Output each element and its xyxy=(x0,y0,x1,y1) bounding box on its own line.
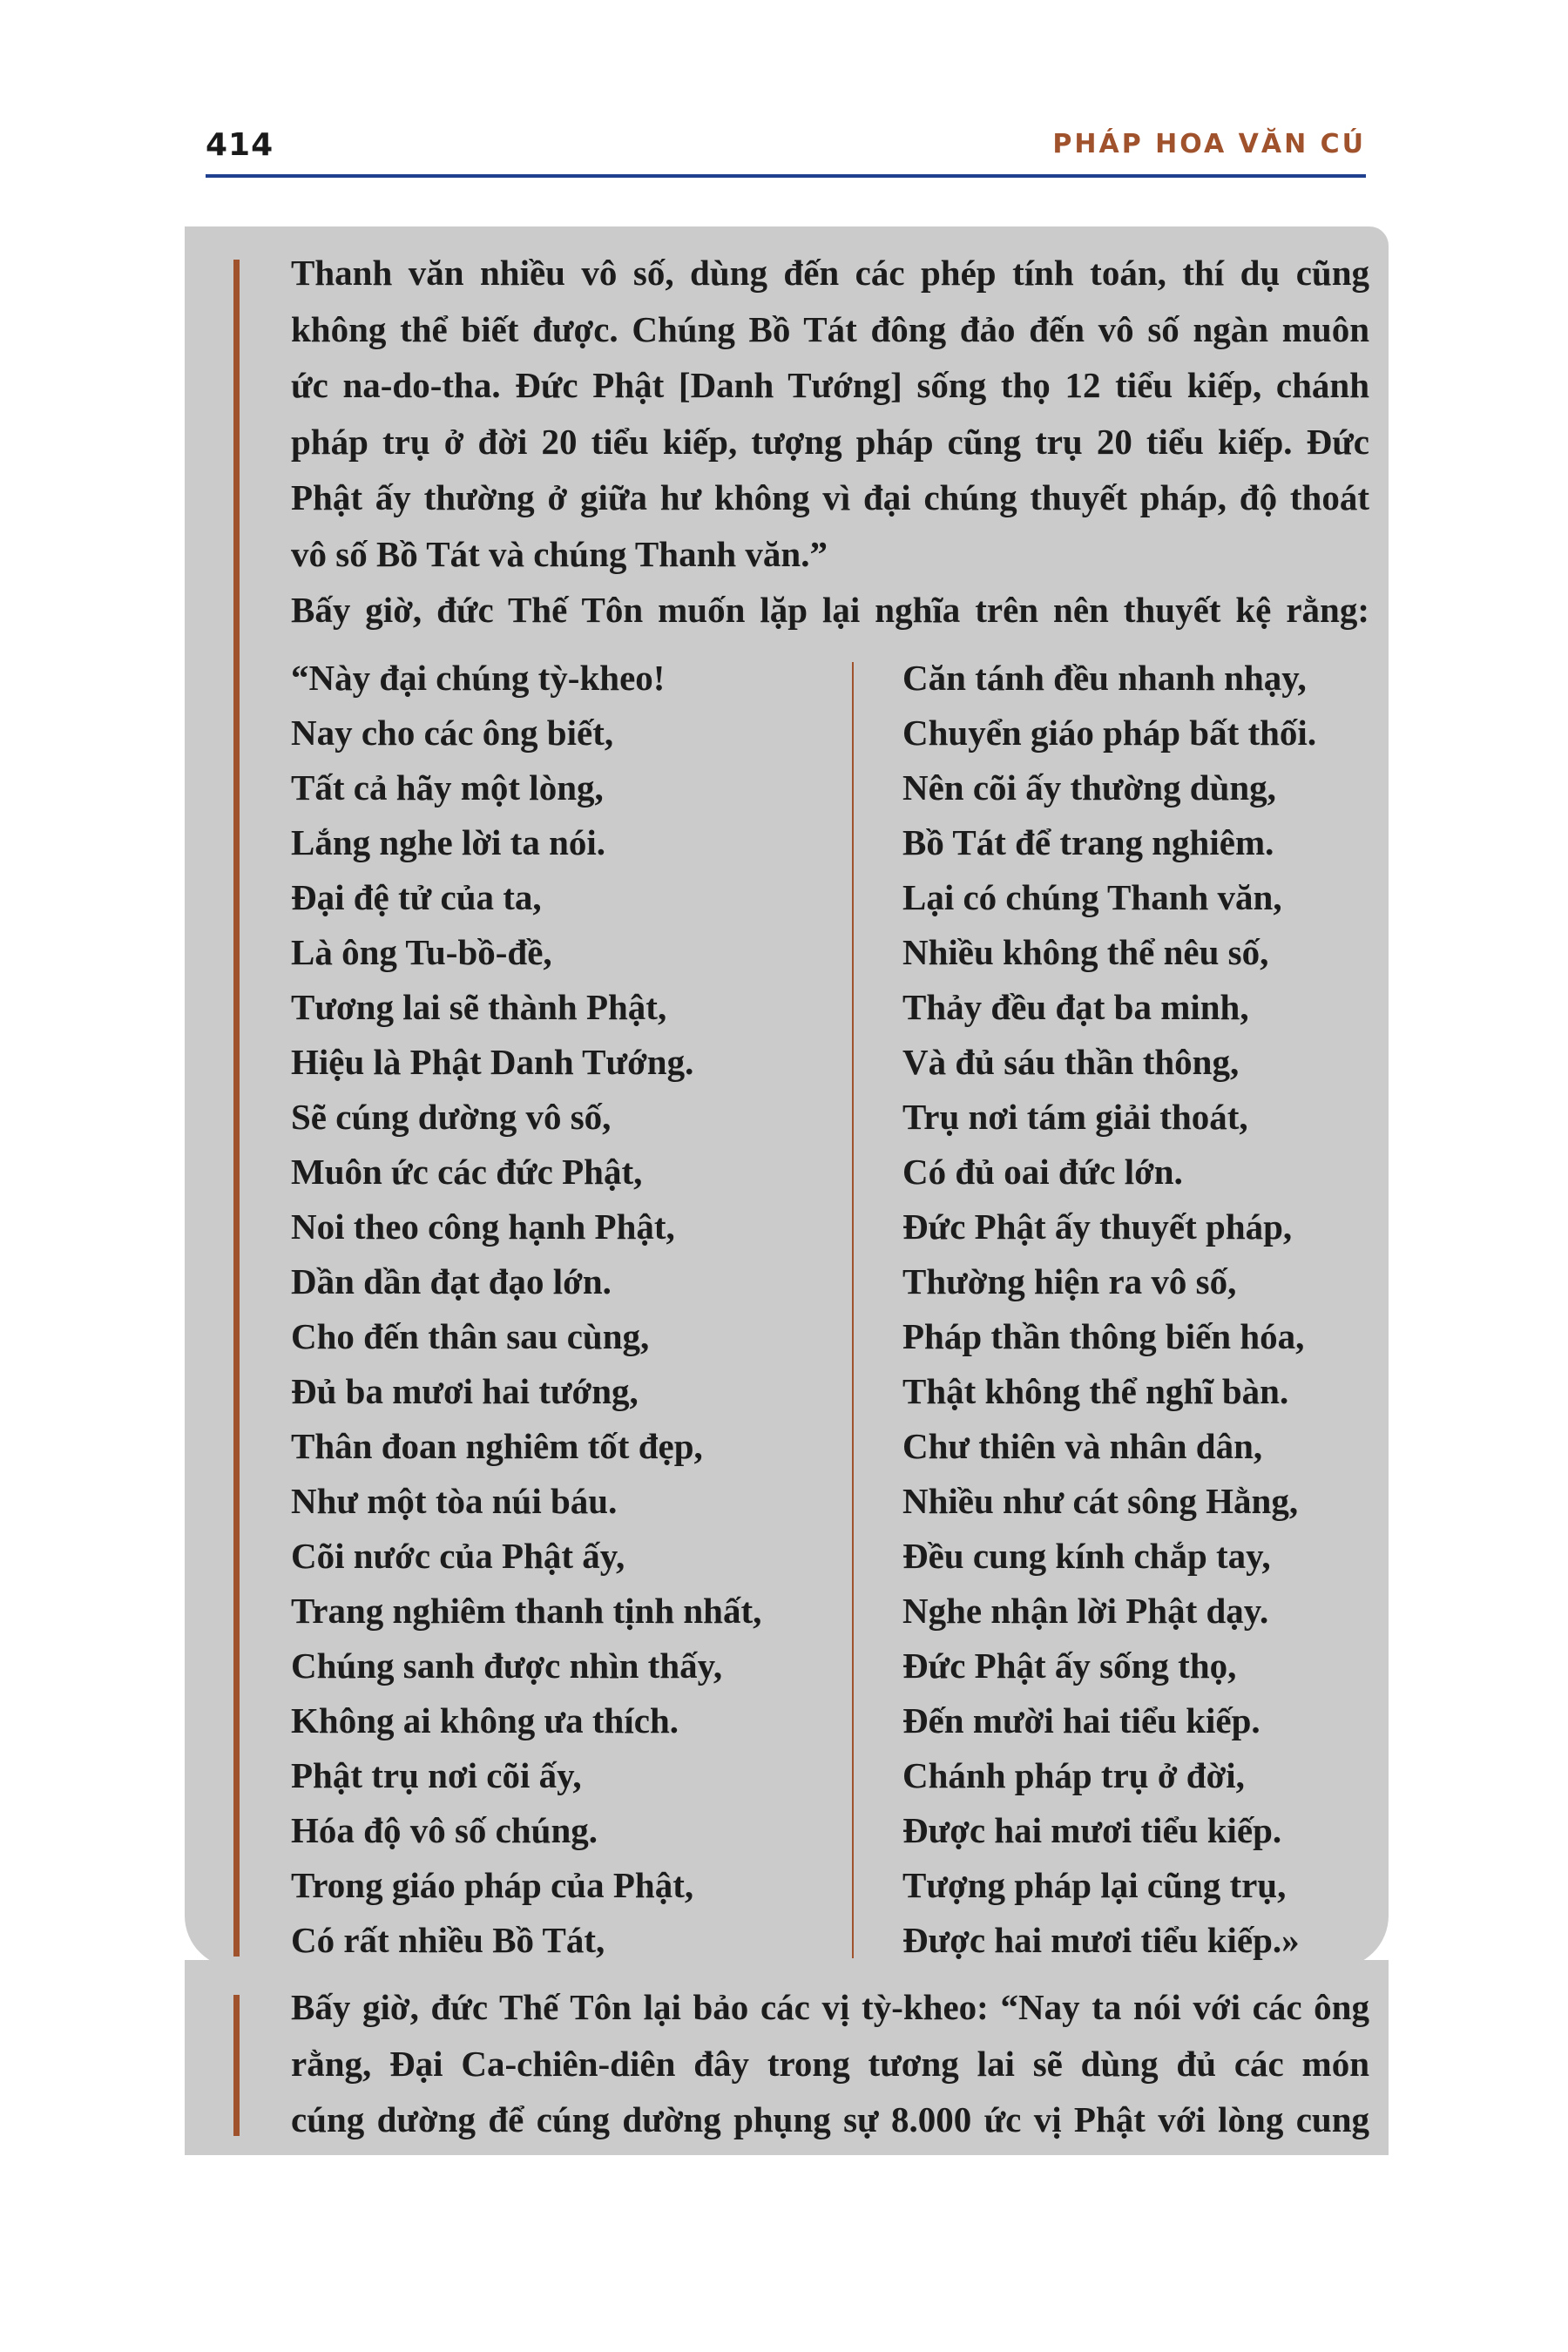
verse-line: Đức Phật ấy sống thọ, xyxy=(902,1646,1237,1686)
verse-line: Đức Phật ấy thuyết pháp, xyxy=(902,1206,1293,1247)
header-rule xyxy=(206,174,1366,178)
verse-line: Lại có chúng Thanh văn, xyxy=(902,877,1282,917)
verse-line: Chánh pháp trụ ở đời, xyxy=(902,1755,1245,1795)
verse-line: Nghe nhận lời Phật dạy. xyxy=(902,1591,1269,1631)
prose-bottom xyxy=(291,1979,1369,2148)
verse-line: Đến mười hai tiểu kiếp. xyxy=(902,1700,1260,1740)
verse-column-divider xyxy=(852,662,854,1958)
prose-line: vô số Bồ Tát và chúng Thanh văn.” xyxy=(291,533,828,574)
verse-line: Không ai không ưa thích. xyxy=(291,1700,679,1740)
verse-line: Nhiều không thể nêu số, xyxy=(902,932,1269,972)
prose-line: cúng dường để cúng dường phụng sự 8.000 ức vị Phật với lòng cung xyxy=(291,2099,1369,2139)
book-title: PHÁP HOA VĂN CÚ xyxy=(1052,129,1366,159)
verse-line: Đủ ba mươi hai tướng, xyxy=(291,1371,639,1411)
verse-line: Đại đệ tử của ta, xyxy=(291,877,542,917)
prose-line: rằng, Đại Ca-chiên-diên đây trong tương lai sẽ dùng đủ các món xyxy=(291,2043,1369,2084)
prose-line: ức na-do-tha. Đức Phật [Danh Tướng] sống thọ 12 tiểu kiếp, chánh xyxy=(291,365,1369,405)
verse-column-left xyxy=(291,651,761,1968)
verse-line: Căn tánh đều nhanh nhạy, xyxy=(902,658,1307,698)
verse-line: Nay cho các ông biết, xyxy=(291,713,614,753)
verse-line: Thật không thể nghĩ bàn. xyxy=(902,1371,1289,1411)
verse-line: Có đủ oai đức lớn. xyxy=(902,1152,1183,1192)
verse-line: Thường hiện ra vô số, xyxy=(902,1261,1237,1301)
prose-top xyxy=(291,245,1369,639)
verse-line: Chư thiên và nhân dân, xyxy=(902,1426,1263,1466)
prose-line: pháp trụ ở đời 20 tiểu kiếp, tượng pháp cũng trụ 20 tiểu kiếp. Đức xyxy=(291,421,1369,462)
verse-line: Sẽ cúng dường vô số, xyxy=(291,1097,612,1137)
verse-line: Cõi nước của Phật ấy, xyxy=(291,1536,625,1576)
verse-line: Thân đoan nghiêm tốt đẹp, xyxy=(291,1426,703,1466)
verse-line: Hóa độ vô số chúng. xyxy=(291,1810,598,1850)
verse-line: Trụ nơi tám giải thoát, xyxy=(902,1097,1248,1137)
verse-line: Noi theo công hạnh Phật, xyxy=(291,1206,675,1247)
verse-line: Muôn ức các đức Phật, xyxy=(291,1152,643,1192)
verse-line: Nên cõi ấy thường dùng, xyxy=(902,767,1276,808)
verse-line: Đều cung kính chắp tay, xyxy=(902,1536,1271,1576)
prose-line: không thể biết được. Chúng Bồ Tát đông đảo đến vô số ngàn muôn xyxy=(291,308,1369,349)
verse-line: Dần dần đạt đạo lớn. xyxy=(291,1261,612,1301)
verse-line: Tất cả hãy một lòng, xyxy=(291,767,604,808)
verse-line: Trong giáo pháp của Phật, xyxy=(291,1865,694,1905)
verse-line: Thảy đều đạt ba minh, xyxy=(902,987,1249,1027)
verse-line: Là ông Tu-bồ-đề, xyxy=(291,932,552,972)
verse-line: “Này đại chúng tỳ-kheo! xyxy=(291,658,666,698)
verse-line: Trang nghiêm thanh tịnh nhất, xyxy=(291,1591,762,1631)
verse-line: Và đủ sáu thần thông, xyxy=(902,1042,1240,1082)
verse-line: Phật trụ nơi cõi ấy, xyxy=(291,1755,582,1795)
prose-line: Thanh văn nhiều vô số, dùng đến các phép tính toán, thí dụ cũng xyxy=(291,253,1369,293)
page-number: 414 xyxy=(206,127,274,163)
quote-bar-top xyxy=(233,260,240,1957)
verse-line: Tương lai sẽ thành Phật, xyxy=(291,987,667,1027)
prose-line: Bấy giờ, đức Thế Tôn lại bảo các vị tỳ-kheo: “Nay ta nói với các ông xyxy=(291,1987,1369,2027)
verse-line: Như một tòa núi báu. xyxy=(291,1481,618,1521)
verse-line: Được hai mươi tiểu kiếp.» xyxy=(902,1920,1300,1960)
verse-line: Có rất nhiều Bồ Tát, xyxy=(291,1920,605,1960)
quote-bar-bottom xyxy=(233,1995,240,2136)
verse-line: Lắng nghe lời ta nói. xyxy=(291,822,606,862)
verse-line: Chúng sanh được nhìn thấy, xyxy=(291,1646,723,1686)
verse-line: Chuyển giáo pháp bất thối. xyxy=(902,713,1317,753)
verse-line: Được hai mươi tiểu kiếp. xyxy=(902,1810,1282,1850)
verse-line: Hiệu là Phật Danh Tướng. xyxy=(291,1042,694,1082)
verse-line: Tượng pháp lại cũng trụ, xyxy=(902,1865,1287,1905)
prose-line: Bấy giờ, đức Thế Tôn muốn lặp lại nghĩa trên nên thuyết kệ rằng: xyxy=(291,590,1369,630)
prose-line: Phật ấy thường ở giữa hư không vì đại chúng thuyết pháp, độ thoát xyxy=(291,477,1369,517)
verse-column-right xyxy=(902,651,1316,1968)
verse-line: Pháp thần thông biến hóa, xyxy=(902,1316,1305,1356)
verse-line: Bồ Tát để trang nghiêm. xyxy=(902,822,1274,862)
verse-line: Nhiều như cát sông Hằng, xyxy=(902,1481,1299,1521)
verse-line: Cho đến thân sau cùng, xyxy=(291,1316,650,1356)
